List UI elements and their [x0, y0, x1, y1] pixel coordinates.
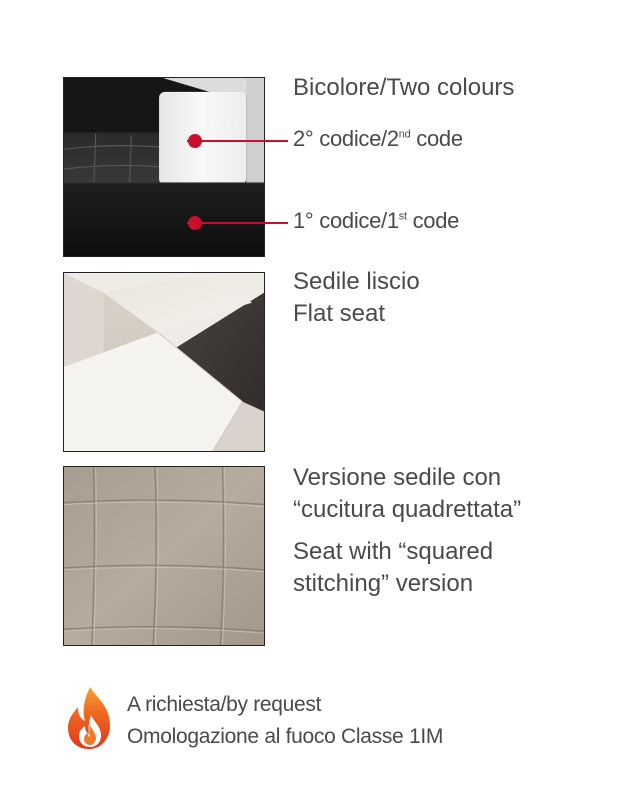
first-code-prefix: 1° codice/1 — [293, 208, 399, 233]
second-code-prefix: 2° codice/2 — [293, 126, 399, 151]
first-code-pointer-line — [187, 222, 288, 224]
first-code-sup: st — [398, 210, 407, 223]
quilted-seat-sample-photo — [63, 466, 265, 646]
second-code-label — [293, 126, 463, 152]
quilted-seat-line1: Versione sedile con — [293, 464, 502, 491]
first-code-pointer-dot — [188, 216, 202, 230]
first-code-suffix: code — [406, 208, 460, 233]
second-code-pointer-line — [187, 140, 288, 142]
second-code-suffix: code — [410, 126, 463, 151]
second-code-pointer-dot — [188, 134, 202, 148]
bicolor-sample-photo — [63, 77, 265, 257]
second-code-sup: nd — [398, 128, 411, 141]
first-code-label — [293, 208, 459, 234]
flame-icon — [64, 685, 116, 751]
fire-rating-note: Omologazione al fuoco Classe 1IM — [127, 725, 444, 748]
bicolor-title: Bicolore/Two colours — [293, 74, 515, 101]
flat-seat-sample-photo — [63, 272, 265, 452]
request-note: A richiesta/by request — [127, 693, 322, 716]
quilted-seat-line4: stitching” version — [293, 570, 474, 597]
quilted-seat-line2: “cucitura quadrettata” — [293, 496, 522, 523]
flat-seat-line1: Sedile liscio — [293, 268, 420, 295]
flat-seat-line2: Flat seat — [293, 300, 386, 327]
quilted-seat-line3: Seat with “squared — [293, 538, 494, 565]
